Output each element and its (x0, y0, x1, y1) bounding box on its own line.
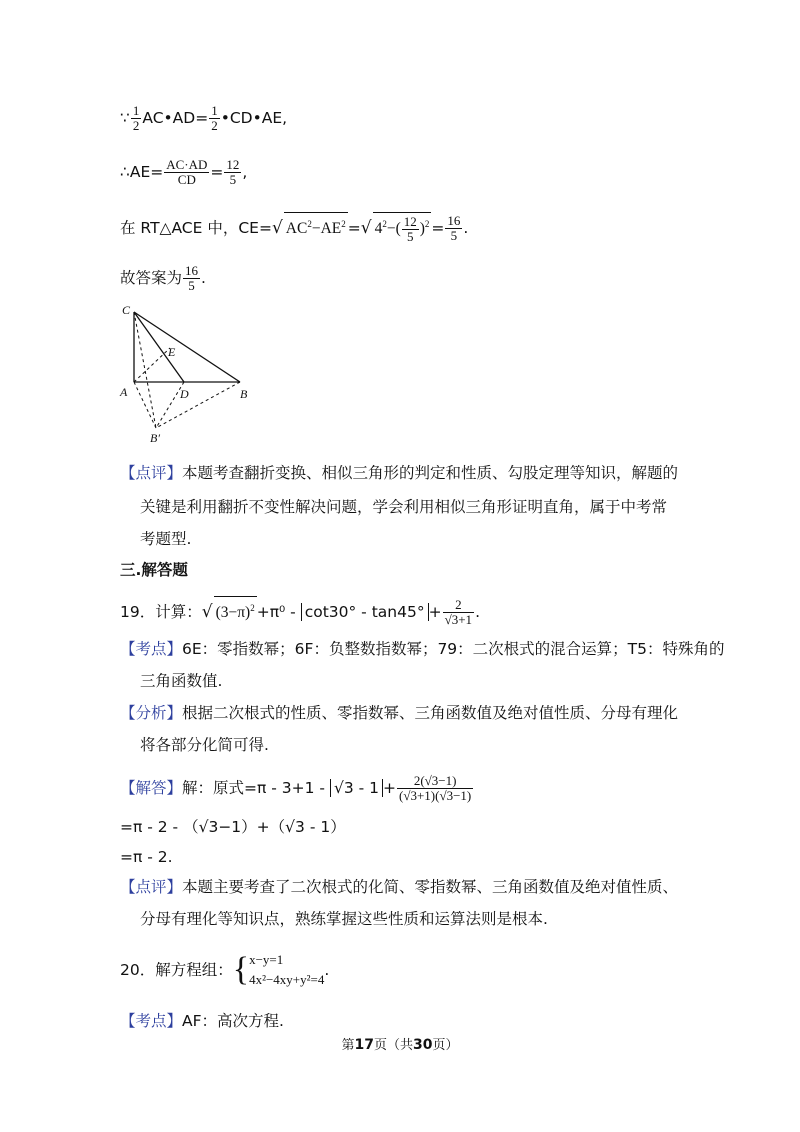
label-a: A (120, 385, 128, 399)
text: AC•AD= (142, 109, 209, 127)
text: •CD•AE, (220, 109, 288, 127)
q19-solution-3: =π - 2. (120, 848, 173, 866)
fraction: $\frac{1}{2}$ (132, 103, 140, 133)
answer-line: 故答案为 $\frac{16}{5}$ . (120, 263, 206, 293)
comment-tag: 【点评】 (120, 878, 183, 896)
q19-solution-2: =π - 2 - （√3−1）+（√3 - 1） (120, 818, 346, 836)
fraction: $\frac{AC\cdot AD}{CD}$ (166, 157, 208, 187)
label-e: E (168, 345, 176, 359)
knowledge-tag: 【考点】 (120, 640, 183, 658)
comma: , (242, 163, 248, 181)
segment-cd (134, 312, 184, 382)
label-b: B (240, 387, 248, 401)
geometry-figure (112, 300, 262, 450)
fraction: $\frac{1}{2}$ (211, 103, 218, 133)
comment-2-line-2: 分母有理化等知识点，熟练掌握这些性质和运算法则是根本. (140, 910, 548, 928)
q19-solution-1: 【解答】解：原式=π - 3+1 - √3 - 1 + $\frac{2(√3-1)}{(√3+1)(√3-1)}$ (120, 773, 472, 803)
segment-cb-prime (134, 312, 156, 428)
q19-analysis-2: 将各部分化简可得. (140, 736, 269, 754)
comment-1-line-1: 【点评】本题考查翻折变换、相似三角形的判定和性质、勾股定理等知识，解题的 (120, 464, 679, 482)
question-20: 20．解方程组：{ x−y=1 4x²−4xy+y²=4 . (120, 951, 330, 988)
analysis-tag: 【分析】 (120, 704, 183, 722)
question-19: 19．计算：√ $(3-\pi)^2 +\pi^0 - \cot 30^\circ - \tan 45^\circ$ + $\frac{2}{√3+1}$ . (120, 597, 480, 628)
q19-knowledge-2: 三角函数值. (140, 672, 223, 690)
total-pages: 30 (413, 1037, 433, 1053)
page-footer: 第17页（共30页） (341, 1037, 459, 1053)
segment-bb-prime (156, 382, 240, 428)
fraction: $\frac{12}{5}$ (226, 157, 240, 187)
solution-line-1 (120, 104, 287, 133)
solution-line-3: 在 RT△ACE 中，CE=√ $AC^2-AE^2$ =√ $4^2-$( $\frac{12}{5}$ )$^2$ = $\frac{16}{5}$ . (120, 213, 469, 245)
radical: $4^2-$( $\frac{12}{5}$ )$^2$ (373, 212, 432, 244)
q19-knowledge-1: 【考点】6E：零指数幂；6F：负整数指数幂；79：二次根式的混合运算；T5：特殊角的 (120, 640, 725, 658)
comment-2-line-1: 【点评】本题主要考查了二次根式的化简、零指数幂、三角函数值及绝对值性质、 (120, 878, 679, 896)
fraction: $\frac{2(√3-1)}{(√3+1)(√3-1)}$ (399, 773, 472, 803)
comment-1-line-3: 考题型. (140, 530, 192, 548)
segment-ab-prime (134, 382, 156, 428)
label-c: C (122, 303, 131, 317)
segment-ae (134, 348, 170, 382)
q19-analysis-1: 【分析】根据二次根式的性质、零指数幂、三角函数值及绝对值性质、分母有理化 (120, 704, 679, 722)
section-heading: 三.解答题 (120, 561, 188, 579)
label-b-prime: B′ (150, 431, 160, 445)
fraction: $\frac{16}{5}$ (185, 263, 199, 293)
knowledge-tag: 【考点】 (120, 1012, 183, 1030)
solution-tag: 【解答】 (120, 779, 183, 797)
label-d: D (180, 387, 189, 401)
segment-cb (134, 312, 240, 382)
text: 故答案为 (120, 269, 183, 287)
absolute-value: √3 - 1 (330, 779, 383, 797)
text: 在 RT△ACE 中，CE= (120, 219, 272, 238)
comment-tag: 【点评】 (120, 464, 183, 482)
radical: $AC^2-AE^2$ (284, 212, 348, 240)
equals: = (210, 163, 224, 181)
text: ∴AE= (120, 163, 164, 181)
q20-knowledge: 【考点】AF：高次方程. (120, 1012, 284, 1030)
page-number: 17 (354, 1037, 374, 1053)
solution-line-2 (120, 158, 247, 187)
comment-1-line-2: 关键是利用翻折不变性解决问题，学会利用相似三角形证明直角，属于中考常 (140, 498, 668, 516)
because-symbol: ∵ (120, 109, 130, 127)
fraction: $\frac{16}{5}$ (447, 213, 461, 244)
absolute-value: cot30° - tan45° (301, 603, 429, 621)
fraction: $\frac{2}{√3+1}$ (444, 597, 473, 628)
